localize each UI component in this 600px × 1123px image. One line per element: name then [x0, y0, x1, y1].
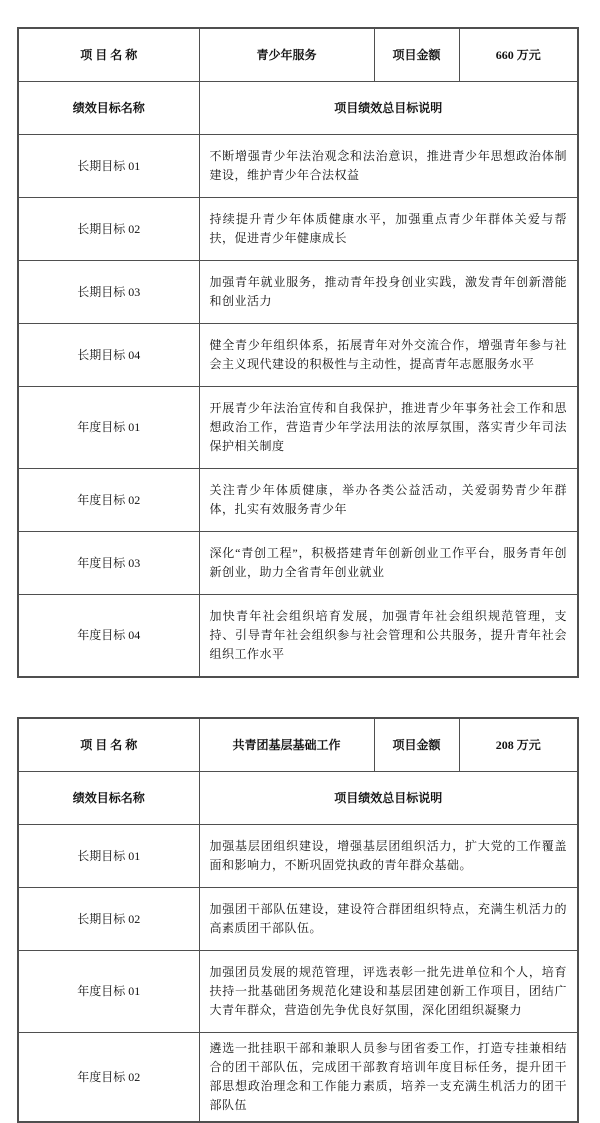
- goal-label: 长期目标 01: [18, 825, 199, 888]
- goal-desc-header: 项目绩效总目标说明: [199, 772, 578, 825]
- goal-label: 年度目标 04: [18, 595, 199, 678]
- table-row: [18, 324, 578, 387]
- goal-desc: 加强团员发展的规范管理，评选表彰一批先进单位和个人，培育扶持一批基础团务规范化建设和基层团建创新工作项目，团结广大青年群众，营造创先争优良好氛围，深化团组织凝聚力: [199, 951, 578, 1033]
- table-row: [18, 1033, 578, 1123]
- goal-desc: 加强团干部队伍建设，建设符合群团组织特点，充满生机活力的高素质团干部队伍。: [199, 888, 578, 951]
- goal-desc: 持续提升青少年体质健康水平，加强重点青少年群体关爱与帮扶，促进青少年健康成长: [199, 198, 578, 261]
- table-row: [18, 28, 578, 82]
- project-amount-label: 项目金额: [374, 718, 459, 772]
- goal-desc: 加快青年社会组织培育发展，加强青年社会组织规范管理，支持、引导青年社会组织参与社会管理和公共服务，提升青年社会组织工作水平: [199, 595, 578, 678]
- table-row: [18, 595, 578, 678]
- table-row: [18, 532, 578, 595]
- goal-name-header: 绩效目标名称: [18, 82, 199, 135]
- table-row: [18, 82, 578, 135]
- table-row: [18, 951, 578, 1033]
- goal-label: 年度目标 02: [18, 469, 199, 532]
- table-row: [18, 772, 578, 825]
- goal-desc-header: 项目绩效总目标说明: [199, 82, 578, 135]
- goal-desc: 深化“青创工程”，积极搭建青年创新创业工作平台，服务青年创新创业，助力全省青年创业就业: [199, 532, 578, 595]
- project-amount-label: 项目金额: [374, 28, 459, 82]
- goal-label: 长期目标 02: [18, 198, 199, 261]
- goal-desc: 健全青少年组织体系，拓展青年对外交流合作，增强青年参与社会主义现代建设的积极性与主动性，提高青年志愿服务水平: [199, 324, 578, 387]
- goal-label: 长期目标 03: [18, 261, 199, 324]
- table-row: [18, 888, 578, 951]
- goal-name-header: 绩效目标名称: [18, 772, 199, 825]
- project-amount-value: 208 万元: [459, 718, 578, 772]
- table-row: [18, 198, 578, 261]
- goal-label: 长期目标 04: [18, 324, 199, 387]
- table-row: [18, 469, 578, 532]
- table-row: [18, 387, 578, 469]
- table-row: [18, 261, 578, 324]
- project-name-label: 项 目 名 称: [18, 718, 199, 772]
- project-name-label: 项 目 名 称: [18, 28, 199, 82]
- goal-desc: 加强青年就业服务，推动青年投身创业实践，激发青年创新潜能和创业活力: [199, 261, 578, 324]
- project-name-value: 青少年服务: [199, 28, 374, 82]
- goal-label: 年度目标 02: [18, 1033, 199, 1123]
- goal-label: 年度目标 01: [18, 387, 199, 469]
- goal-label: 长期目标 02: [18, 888, 199, 951]
- table-row: [18, 825, 578, 888]
- goal-desc: 加强基层团组织建设，增强基层团组织活力，扩大党的工作覆盖面和影响力，不断巩固党执政的青年群众基础。: [199, 825, 578, 888]
- goal-label: 年度目标 03: [18, 532, 199, 595]
- project-name-value: 共青团基层基础工作: [199, 718, 374, 772]
- project-amount-value: 660 万元: [459, 28, 578, 82]
- goal-desc: 遴选一批挂职干部和兼职人员参与团省委工作，打造专挂兼相结合的团干部队伍，完成团干部教育培训年度目标任务，提升团干部思想政治理念和工作能力素质，培养一支充满生机活力的团干部队伍: [199, 1033, 578, 1123]
- goal-desc: 不断增强青少年法治观念和法治意识，推进青少年思想政治体制建设，维护青少年合法权益: [199, 135, 578, 198]
- goal-label: 长期目标 01: [18, 135, 199, 198]
- project-table-2: [17, 717, 579, 1123]
- project-table-1: [17, 27, 579, 678]
- goal-desc: 关注青少年体质健康，举办各类公益活动，关爱弱势青少年群体，扎实有效服务青少年: [199, 469, 578, 532]
- goal-desc: 开展青少年法治宣传和自我保护，推进青少年事务社会工作和思想政治工作，营造青少年学法用法的浓厚氛围，落实青少年司法保护相关制度: [199, 387, 578, 469]
- table-row: [18, 718, 578, 772]
- table-row: [18, 135, 578, 198]
- document-page: [0, 27, 600, 1112]
- goal-label: 年度目标 01: [18, 951, 199, 1033]
